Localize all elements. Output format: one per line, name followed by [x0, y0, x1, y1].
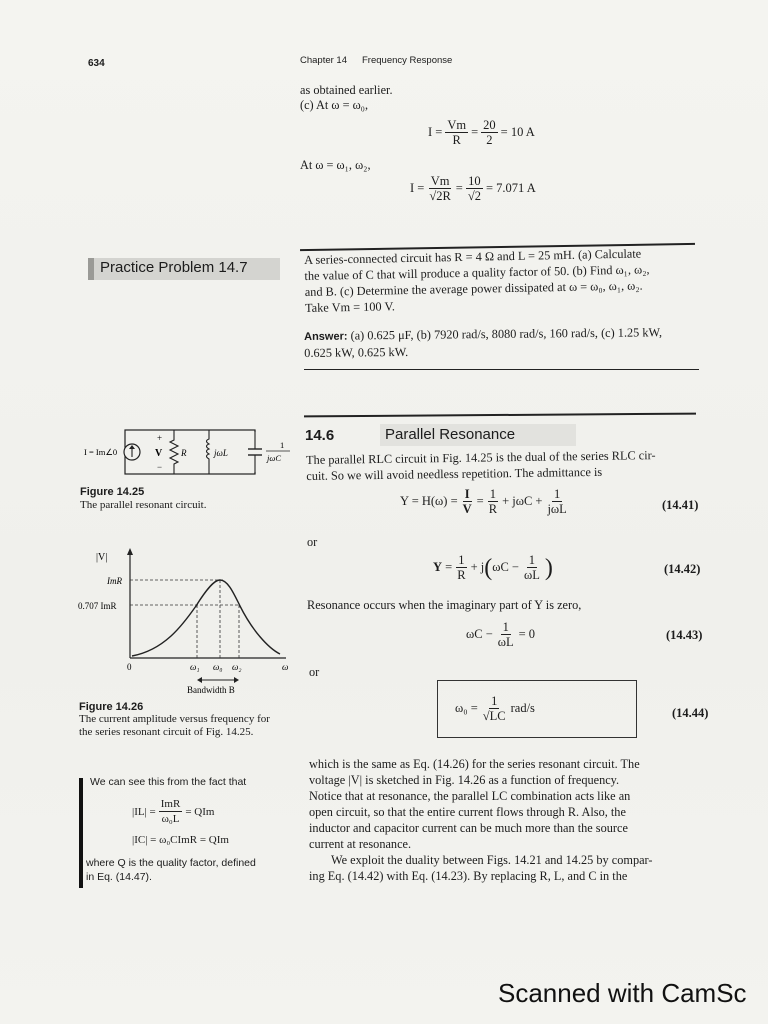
- equation-number-14-44: (14.44): [672, 706, 709, 720]
- equation-14-44: ω₀ = $\frac{1}{√LC}$ rad/s: [455, 694, 535, 723]
- answer-line-2: 0.625 kW, 0.625 kW.: [304, 344, 409, 360]
- resonance-text: Resonance occurs when the imaginary part of Y is zero,: [307, 598, 582, 612]
- sidebar-note-line-1: where Q is the quality factor, defined: [86, 857, 256, 869]
- practice-problem-text: [304, 244, 705, 316]
- practice-line-4: Take Vm = 100 V.: [304, 299, 395, 315]
- y-axis-label: |V|: [96, 552, 108, 563]
- equation-14-41: Y = H(ω) = $\frac{I}{V}$ = $\frac{1}{R}$ + jωC + $\frac{1}{\text{jωL}}$: [400, 487, 567, 516]
- minus-sign: −: [157, 462, 163, 472]
- omega-axis-label: ω: [282, 662, 289, 672]
- figure-14-25-caption: The parallel resonant circuit.: [80, 499, 207, 511]
- camscanner-watermark: Scanned with CamSc: [498, 978, 747, 1008]
- inductor-icon: [207, 430, 210, 474]
- p1-line-4: open circuit, so that the entire current flows through R. Also, the: [309, 805, 626, 819]
- p1-line-3: Notice that at resonance, the parallel LC combination acts like an: [309, 789, 631, 803]
- sidebar-note-line-2: in Eq. (14.47).: [86, 871, 152, 883]
- current-equation-resonance: I = $\frac{Vm}{R}$ = $\frac{20}{2}$ = 10 A: [428, 118, 535, 147]
- p2-line-2: ing Eq. (14.42) with Eq. (14.23). By replacing R, L, and C in the: [309, 869, 628, 883]
- equation-14-42: Y = $\frac{1}{R}$ + j ( ωC − $\frac{1}{\omega L}$ ): [433, 553, 553, 582]
- or-label-1: or: [307, 535, 318, 549]
- practice-answer: [304, 324, 704, 361]
- voltage-label: V: [155, 448, 163, 459]
- section-top-rule: [304, 413, 696, 417]
- paragraph-1: [309, 756, 721, 884]
- p1-line-5: inductor and capacitor current can be much more than the source: [309, 821, 628, 835]
- part-c-line: (c) At ω = ω₀,: [300, 98, 369, 112]
- capacitor-denominator: jωC: [267, 453, 282, 463]
- plus-sign: +: [157, 433, 163, 443]
- figure-14-25-circuit: [84, 420, 300, 492]
- resistor-label: R: [181, 448, 187, 458]
- omega-1-label: ω₁: [190, 662, 200, 672]
- chapter-label: Chapter 14: [300, 55, 348, 66]
- sidebar-capacitor-eq: |IC| = ω₀CImR = QIm: [132, 834, 229, 846]
- figure-14-26-plot: [74, 546, 300, 696]
- equation-14-43: ωC − $\frac{1}{\omega L}$ = 0: [466, 620, 536, 649]
- practice-problem-label: Practice Problem 14.7: [100, 259, 248, 276]
- figure-14-26-title: Figure 14.26: [79, 701, 144, 713]
- page-number: 634: [88, 58, 105, 69]
- equation-number-14-43: (14.43): [666, 628, 703, 642]
- p1-line-2: voltage |V| is sketched in Fig. 14.26 as a function of frequency.: [309, 773, 620, 787]
- current-equation-half-power: I = $\frac{Vm}{√2R}$ = $\frac{10}{√2}$ = 7.071 A: [410, 174, 536, 203]
- practice-line-1: A series-connected circuit has R = 4 Ω and L = 25 mH. (a) Calculate: [304, 246, 642, 267]
- sidebar-intro: We can see this from the fact that: [90, 776, 247, 788]
- omega-0-label: ω₀: [213, 662, 223, 672]
- bandwidth-label: Bandwidth B: [187, 685, 235, 695]
- chapter-title: Frequency Response: [362, 55, 453, 66]
- response-curve: [132, 580, 280, 656]
- sidebar-marker: [79, 778, 83, 888]
- fig26-caption-line-1: The current amplitude versus frequency for: [79, 713, 270, 725]
- inductor-label: jωL: [214, 448, 228, 458]
- source-label: I = Im∠0: [84, 447, 118, 457]
- practice-line-2: the value of C that will produce a quality factor of 50. (b) Find ω₁, ω₂,: [304, 262, 650, 283]
- practice-bottom-rule: [304, 369, 699, 370]
- sidebar-inductor-eq: |IL| = $\frac{\text{ImR}}{\text{ω₀L}}$ = QIm: [132, 798, 215, 825]
- answer-label: Answer:: [304, 330, 348, 343]
- resistor-icon: [170, 430, 178, 474]
- capacitor-numerator: 1: [280, 440, 285, 450]
- continuation-line: as obtained earlier.: [300, 83, 393, 97]
- intro-line-1: The parallel RLC circuit in Fig. 14.25 is the dual of the series RLC cir-: [306, 448, 656, 467]
- p1-line-6: current at resonance.: [309, 837, 412, 851]
- intro-line-2: cuit. So we will avoid needless repetition. The admittance is: [306, 464, 603, 483]
- origin-label: 0: [127, 662, 132, 672]
- p1-line-1: which is the same as Eq. (14.26) for the series resonant circuit. The: [309, 757, 640, 771]
- or-label-2: or: [309, 665, 320, 679]
- section-intro: [306, 446, 706, 484]
- answer-line-1: (a) 0.625 μF, (b) 7920 rad/s, 8080 rad/s, 160 rad/s, (c) 1.25 kW,: [350, 325, 663, 343]
- figure-14-26-caption: [79, 713, 270, 739]
- omega-2-label: ω₂: [232, 662, 242, 672]
- figure-14-25-title: Figure 14.25: [80, 486, 145, 498]
- equation-number-14-42: (14.42): [664, 562, 701, 576]
- equation-number-14-41: (14.41): [662, 498, 699, 512]
- practice-line-3: and B. (c) Determine the average power dissipated at ω = ω₀, ω₁, ω₂.: [304, 278, 643, 299]
- circuit-wires: [125, 430, 255, 474]
- sidebar-note: [86, 856, 256, 884]
- section-title: Parallel Resonance: [385, 426, 516, 443]
- peak-label: ImR: [107, 576, 122, 586]
- half-power-label: 0.707 ImR: [78, 601, 117, 611]
- section-number: 14.6: [305, 427, 335, 444]
- fig26-caption-line-2: the series resonant circuit of Fig. 14.25.: [79, 726, 254, 738]
- p2-line-1: We exploit the duality between Figs. 14.21 and 14.25 by compar-: [331, 853, 653, 867]
- half-power-line: At ω = ω₁, ω₂,: [300, 158, 371, 172]
